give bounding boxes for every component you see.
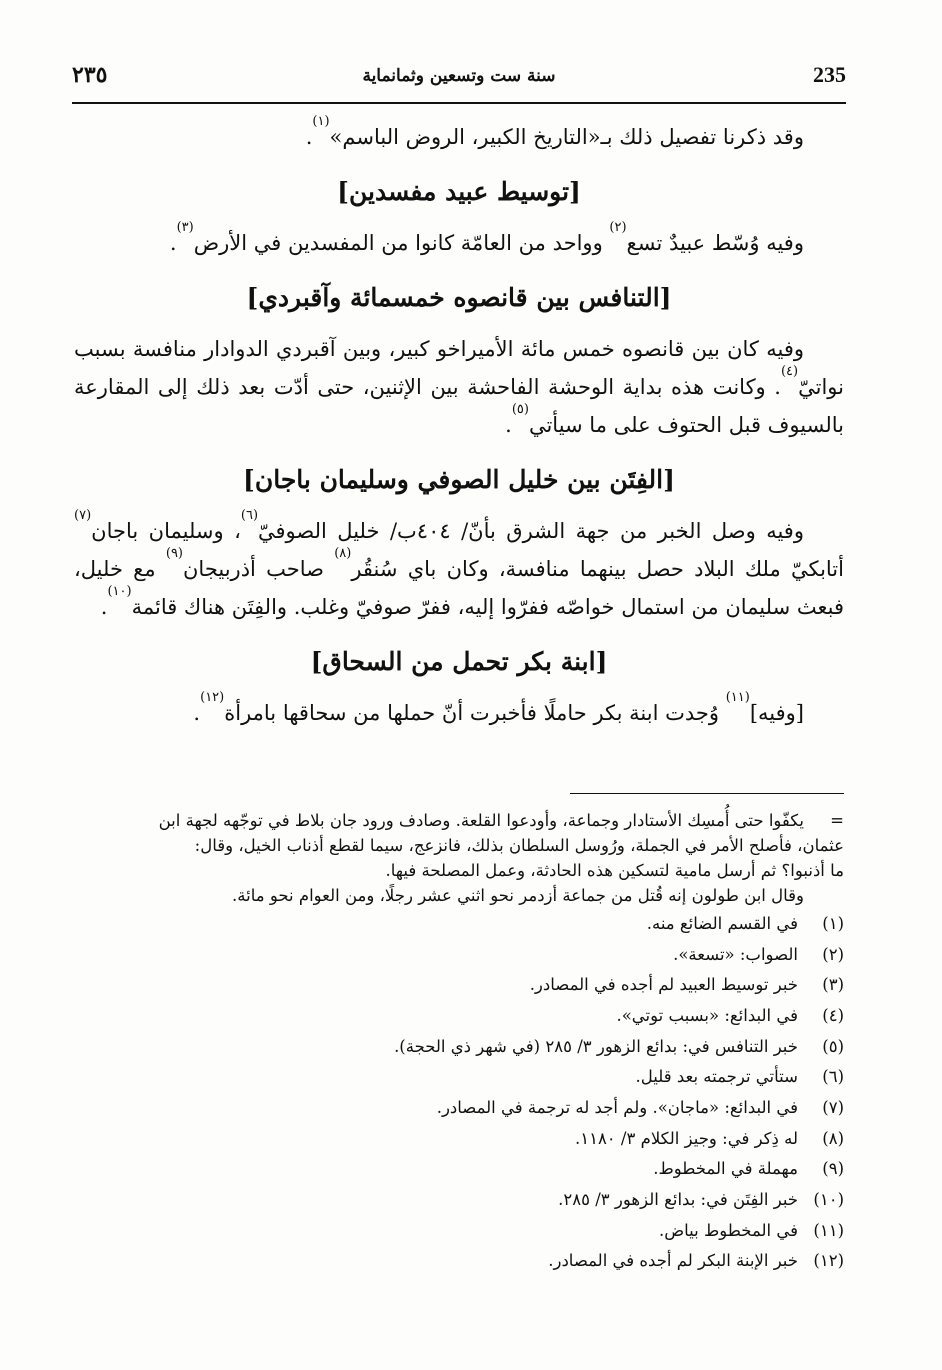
footnote-item (74, 939, 844, 970)
footnote-text: خبر الإبنة البكر لم أجده في المصادر. (548, 1251, 798, 1271)
text-run: . (100, 595, 108, 619)
footnote-text: خبر التنافس في: بدائع الزهور ٣/ ٢٨٥ (في شهر ذي الحجة). (394, 1036, 798, 1056)
text-run: . وكانت هذه بداية الوحشة الفاحشة بين الإثنين، حتى أدّت بعد ذلك إلى المقارعة بالسيوف قبل الحتوف على ما سيأتي (74, 375, 844, 437)
main-text (74, 114, 844, 732)
footnote-item (74, 1246, 844, 1277)
footnote-item (74, 1061, 844, 1092)
footnote-ref: (٩) (165, 546, 183, 561)
footnote-text: له ذِكر في: وجيز الكلام ٣/ ١١٨٠. (574, 1128, 798, 1148)
section-heading-4: [ابنة بكر تحمل من السحاق] (310, 647, 608, 676)
footnote-text: في المخطوط بياض. (658, 1220, 798, 1240)
continuation-line: عثمان، فأصلح الأمر في الجملة، ورُوسل السلطان بذلك، فانزعج، سيما لقطع أذناب الخيل، وقال: (194, 836, 844, 855)
footnote-separator (570, 793, 844, 794)
page-number-arabic: ٢٣٥ (72, 62, 108, 88)
text-run: مع خليل، فبعث سليمان من استمال خواصّه ففرّوا إليه، ففرّ صوفيّ وغلب. والفِتَن هناك قائمة (74, 557, 844, 619)
footnote-text: في البدائع: «ماجان». ولم أجد له ترجمة في المصادر. (436, 1097, 798, 1117)
text-run: أتابكيّ ملك البلاد حصل بينهما منافسة، وكان باي سُنقُر (351, 557, 844, 581)
footnote-number: (٣) (822, 975, 844, 995)
footnotes (74, 808, 844, 1276)
footnote-item (74, 1215, 844, 1246)
continuation-line: وقال ابن طولون إنه قُتل من جماعة أزدمر نحو اثني عشر رجلًا، ومن العوام نحو مائة. (232, 886, 804, 905)
footnote-item (74, 1154, 844, 1185)
text-run: وواحد من العامّة كانوا من المفسدين في الأرض (193, 231, 610, 255)
footnote-text: في القسم الضائع منه. (646, 913, 798, 933)
footnote-item (74, 908, 844, 939)
footnote-number: (٦) (822, 1067, 844, 1087)
footnote-ref: (٣) (176, 220, 194, 235)
continuation-line (74, 808, 844, 833)
section-heading-3: [الفِتَن بين خليل الصوفي وسليمان باجان] (243, 465, 675, 494)
footnote-text: الصواب: «تسعة». (673, 944, 798, 964)
footnote-item (74, 1184, 844, 1215)
footnote-list (74, 908, 844, 1276)
text-run: . (305, 125, 313, 149)
footnote-number: (٧) (822, 1097, 844, 1117)
footnote-item (74, 1092, 844, 1123)
footnote-continuation (74, 808, 844, 908)
paragraph-2 (74, 220, 844, 262)
text-run: يكفّوا حتى أُمسِك الأستادار وجماعة، وأودعوا القلعة. وصادف ورود جان بلاط في توجّهه لجهة ابن (158, 811, 804, 830)
footnote-number: (٨) (822, 1128, 844, 1148)
text-run: صاحب أذربيجان (183, 557, 335, 581)
footnote-number: (١١) (813, 1220, 844, 1240)
paragraph-5 (74, 690, 844, 732)
footnote-text: خبر الفِتَن في: بدائع الزهور ٣/ ٢٨٥. (558, 1190, 798, 1210)
section-heading-1: [توسيط عبيد مفسدين] (337, 177, 581, 206)
footnote-ref: (٨) (334, 546, 352, 561)
footnote-number: (٩) (822, 1159, 844, 1179)
footnote-ref: (٥) (511, 402, 529, 417)
running-title: سنة ست وتسعين وثمانماية (362, 66, 556, 86)
footnote-item (74, 969, 844, 1000)
text-run: وقد ذكرنا تفصيل ذلك بـ«التاريخ الكبير، الروض الباسم» (329, 125, 804, 149)
footnote-number: (١) (822, 913, 844, 933)
footnote-number: (٢) (822, 944, 844, 964)
footnote-ref: (١١) (725, 690, 750, 705)
text-run: . (193, 701, 201, 725)
footnote-text: خبر توسيط العبيد لم أجده في المصادر. (529, 975, 798, 995)
footnote-number: (٤) (822, 1005, 844, 1025)
continuation-marker: = (830, 811, 844, 830)
paragraph-1 (74, 114, 844, 156)
text-run: . (505, 413, 512, 437)
footnote-ref: (٧) (74, 508, 92, 523)
text-run: ، وسليمان باجان (91, 519, 241, 543)
text-run: وفيه وصل الخبر من جهة الشرق بأنّ/ ٤٠٤ب/ خليل الصوفيّ (258, 519, 804, 543)
page-number-latin: 235 (813, 62, 846, 87)
footnote-ref: (٦) (240, 508, 259, 523)
text-run: وفيه وُسّط عبيدٌ تسع (626, 231, 804, 255)
footnote-item (74, 1123, 844, 1154)
footnote-ref: (٢) (609, 220, 627, 235)
footnote-ref: (١٠) (107, 584, 132, 599)
footnote-ref: (٤) (780, 364, 799, 379)
header-rule (72, 102, 846, 104)
text-run: وُجدت ابنة بكر حاملًا فأخبرت أنّ حملها من سحاقها بامرأة (224, 701, 726, 725)
page-header (72, 62, 846, 102)
text-run: [وفيه] (749, 701, 804, 725)
text-run: . (169, 231, 177, 255)
footnote-number: (٥) (822, 1036, 844, 1056)
text-run: وفيه كان بين قانصوه خمس مائة الأميراخو كبير، وبين آقبردي الدوادار منافسة بسبب نواتيّ (74, 337, 844, 399)
footnote-text: مهملة في المخطوط. (653, 1159, 798, 1179)
footnote-ref: (١٢) (200, 690, 225, 705)
paragraph-3 (74, 330, 844, 444)
footnote-number: (١٢) (813, 1251, 844, 1271)
section-heading-2: [التنافس بين قانصوه خمسمائة وآقبردي] (246, 283, 672, 312)
footnote-ref: (١) (312, 114, 330, 129)
footnote-text: في البدائع: «بسبب توتي». (616, 1005, 798, 1025)
continuation-line: ما أذنبوا؟ ثم أرسل مامية لتسكين هذه الحادثة، وعمل المصلحة فيها. (385, 861, 844, 880)
footnote-number: (١٠) (813, 1190, 844, 1210)
footnote-text: ستأتي ترجمته بعد قليل. (635, 1067, 798, 1087)
footnote-item (74, 1000, 844, 1031)
footnote-item (74, 1031, 844, 1062)
paragraph-4 (74, 508, 844, 626)
